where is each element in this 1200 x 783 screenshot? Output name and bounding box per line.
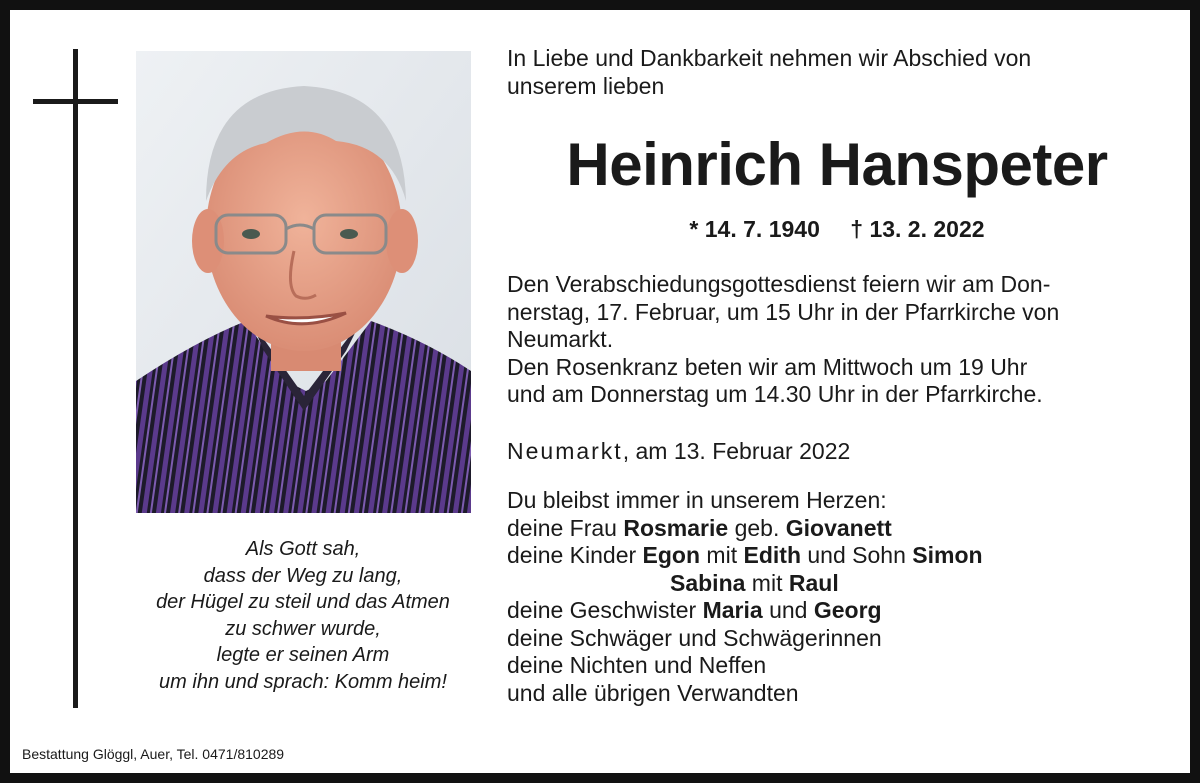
poem-line: zu schwer wurde, bbox=[225, 617, 381, 640]
cross-horizontal-bar bbox=[33, 99, 118, 104]
family-line-children: deine Kinder Egon mit Edith und Sohn Simon bbox=[507, 542, 983, 568]
service-line: Den Verabschiedungsgottesdienst feiern wir am Don- bbox=[507, 271, 1051, 297]
poem-line: der Hügel zu steil und das Atmen bbox=[156, 591, 450, 613]
child-name: Egon bbox=[642, 542, 701, 568]
intro-text bbox=[507, 45, 1167, 100]
life-dates bbox=[507, 216, 1167, 243]
family-line-inlaws: deine Schwäger und Schwägerinnen bbox=[507, 624, 882, 651]
deceased-name: Heinrich Hanspeter bbox=[566, 131, 1108, 198]
birth-date: * 14. 7. 1940 bbox=[689, 216, 820, 242]
family-heading: Du bleibst immer in unserem Herzen: bbox=[507, 487, 887, 513]
obituary-notice bbox=[10, 10, 1190, 773]
family-line-wife: deine Frau Rosmarie geb. Giovanett bbox=[507, 514, 892, 541]
intro-line: In Liebe und Dankbarkeit nehmen wir Abschied von bbox=[507, 45, 1032, 71]
poem-line: dass der Weg zu lang, bbox=[203, 564, 403, 587]
place-town: Neumarkt bbox=[507, 438, 623, 464]
service-announcement bbox=[507, 271, 1167, 409]
child-name: Sabina bbox=[670, 569, 746, 596]
sibling-name: Maria bbox=[702, 597, 763, 623]
service-line: Neumarkt. bbox=[507, 326, 614, 352]
service-line: Den Rosenkranz beten wir am Mittwoch um 19 Uhr bbox=[507, 353, 1028, 380]
service-line: und am Donnerstag um 14.30 Uhr in der Pfarrkirche. bbox=[507, 381, 1043, 407]
grandson-name: Simon bbox=[912, 542, 983, 568]
wife-maiden-name: Giovanett bbox=[785, 514, 892, 541]
family-line-relatives: und alle übrigen Verwandten bbox=[507, 679, 799, 706]
wife-name: Rosmarie bbox=[623, 514, 729, 541]
poem-line: um ihn und sprach: Komm heim! bbox=[159, 670, 447, 693]
intro-line: unserem lieben bbox=[507, 72, 665, 99]
death-date: † 13. 2. 2022 bbox=[850, 216, 985, 242]
poem-line: legte er seinen Arm bbox=[216, 644, 390, 666]
family-line-siblings: deine Geschwister Maria und Georg bbox=[507, 597, 882, 623]
poem bbox=[118, 536, 488, 695]
family-list bbox=[507, 487, 1167, 707]
family-line-children-2: Sabina mit Raul bbox=[670, 569, 839, 596]
cross-vertical-bar bbox=[73, 49, 78, 708]
family-line-nieces: deine Nichten und Neffen bbox=[507, 652, 767, 678]
portrait-photo bbox=[136, 51, 471, 513]
funeral-home-footer: Bestattung Glöggl, Auer, Tel. 0471/810289 bbox=[22, 746, 285, 762]
partner-name: Raul bbox=[788, 569, 839, 596]
sibling-name: Georg bbox=[813, 597, 882, 623]
partner-name: Edith bbox=[743, 542, 801, 568]
service-line: nerstag, 17. Februar, um 15 Uhr in der Pfarrkirche von bbox=[507, 298, 1060, 325]
poem-line: Als Gott sah, bbox=[245, 538, 361, 560]
place-and-date bbox=[507, 438, 850, 465]
place-date: , am 13. Februar 2022 bbox=[622, 438, 851, 464]
